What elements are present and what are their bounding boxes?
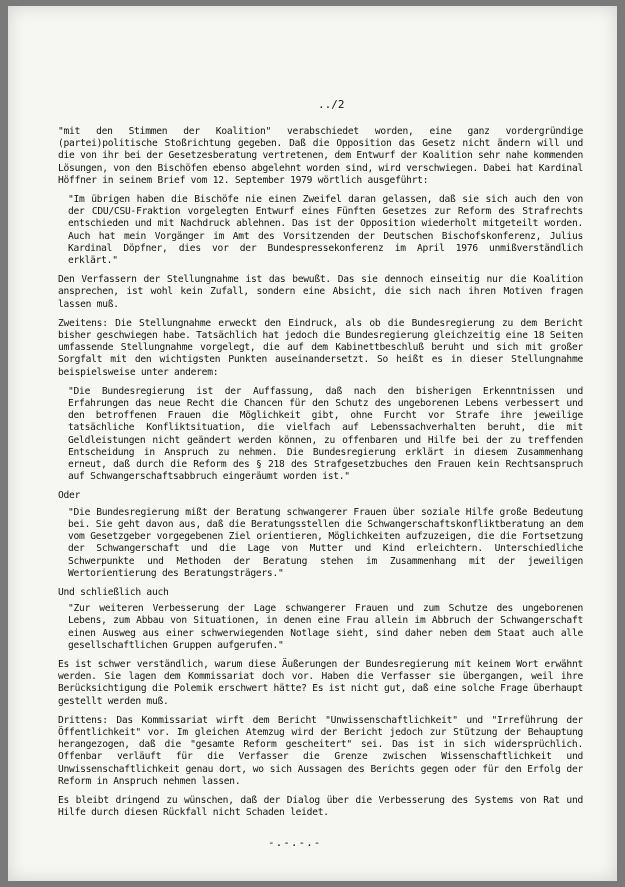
- quote-government-2: "Die Bundesregierung mißt der Beratung schwangerer Frauen über soziale Hilfe große Bedeutung bei. Sie geht davon aus, daß die Beratungsstellen die Schwangerschaftskonfliktberatung an dem vom Gesetzgeber vorgegebenen Ziel orientieren, Möglichkeiten aufzuzeigen, die die Fortsetzung der Schwangerschaft und die Lage von Mutter und Kind erleichtern. Unterschiedliche Schwerpunkte und Methoden der Beratung stehen im Zusammenhang mit der jeweiligen Wertorientierung des Beratungsträgers.": [68, 506, 583, 579]
- paragraph-secondly: Zweitens: Die Stellungnahme erweckt den Eindruck, als ob die Bundesregierung zu dem Bericht bisher geschwiegen habe. Tatsächlich hat jedoch die Bundesregierung gleichzeitig eine 18 Seiten umfassende Stellungnahme vorgelegt, die auf dem Kabinettbeschluß beruht und sich mit großer Sorgfalt mit den wichtigsten Punkten auseinandersetzt. So heißt es in dieser Stellungnahme beispielsweise unter anderem:: [58, 317, 583, 378]
- document-body: [58, 126, 583, 826]
- quote-government-3: "Zur weiteren Verbesserung der Lage schwangerer Frauen und zum Schutze des ungeborenen Lebens, zum Abbau von Situationen, in denen eine Frau allein im Abbruch der Schwangerschaft einen Ausweg aus einer schwerwiegenden Notlage sieht, sind daher neben dem Staat auch alle gesellschaftlichen Gruppen aufgerufen.": [68, 603, 583, 651]
- paragraph-thirdly: Drittens: Das Kommissariat wirft dem Bericht "Unwissenschaftlichkeit" und "Irreführung der Öffentlichkeit" vor. Im gleichen Atemzug wird der Bericht jedoch zur Stützung der Behauptung herangezogen, daß die "gesamte Reform gescheitert" sei. Das ist in sich widersprüchlich. Offenbar verläuft für die Verfasser die Grenze zwischen Wissenschaftlichkeit und Unwissenschaftlichkeit genau dort, wo sich Aussagen des Berichts gegen oder für den Erfolg der Reform in Anspruch nehmen lassen.: [58, 714, 583, 787]
- paragraph-authors: Den Verfassern der Stellungnahme ist das bewußt. Das sie dennoch einseitig nur die Koalition ansprechen, ist wohl kein Zufall, sondern eine Absicht, die sich nach ihren Motiven fragen lassen muß.: [58, 274, 583, 310]
- footer-mark: -.-.-.-: [268, 836, 322, 849]
- document-page: [8, 6, 617, 881]
- paragraph-intro: "mit den Stimmen der Koalition" verabschiedet worden, eine ganz vordergründige (partei)politische Stoßrichtung gegeben. Daß die Opposition das Gesetz nicht ändern will und die von ihr bei der Gesetzesberatung vertretenen, dem Entwurf der Koalition sehr nahe kommenden Lösungen, von den Bischöfen ebenso abgelehnt worden sind, wird verschwiegen. Dabei hat Kardinal Höffner in seinem Brief vom 12. September 1979 wörtlich ausgeführt:: [58, 126, 583, 186]
- paragraph-closing: Es bleibt dringend zu wünschen, daß der Dialog über die Verbesserung des Systems von Rat und Hilfe durch diesen Rückfall nicht Schaden leidet.: [58, 794, 583, 819]
- quote-hoeffner: "Im übrigen haben die Bischöfe nie einen Zweifel daran gelassen, daß sie sich auch den von der CDU/CSU-Fraktion vorgelegten Entwurf eines Fünften Gesetzes zur Reform des Strafrechts entschieden und mit Nachdruck ablehnen. Das ist der Opposition wiederholt mitgeteilt worden. Auch hat mein Vorgänger im Amt des Vorsitzenden der Deutschen Bischofskonferenz, Julius Kardinal Döpfner, dies vor der Bundespressekonferenz im April 1976 unmißverständlich erklärt.": [68, 194, 583, 267]
- paragraph-question: Es ist schwer verständlich, warum diese Äußerungen der Bundesregierung mit keinem Wort erwähnt werden. Sie lagen dem Kommissariat doch vor. Haben die Verfasser sie übergangen, weil ihre Berücksichtigung die Polemik erschwert hätte? Es ist nicht gut, daß eine solche Frage überhaupt gestellt werden muß.: [58, 658, 583, 707]
- page-number: ../2: [318, 98, 345, 111]
- label-finally: Und schließlich auch: [58, 586, 169, 598]
- label-oder: Oder: [58, 490, 81, 502]
- quote-government-1: "Die Bundesregierung ist der Auffassung, daß nach den bisherigen Erkenntnissen und Erfahrungen das neue Recht die Chancen für den Schutz des ungeborenen Lebens verbessert und den betroffenen Frauen die Möglichkeit gibt, ohne Furcht vor Strafe ihre jeweilige tatsächliche Konfliktsituation, die vielfach auf Lebenssachverhalten beruht, die mit Geldleistungen nicht geändert werden können, zu offenbaren und Hilfe bei der zu treffenden Entscheidung in Anspruch zu nehmen. Die Bundesregierung erklärt in diesem Zusammenhang erneut, daß durch die Reform des § 218 des Strafgesetzbuches den Frauen kein Rechtsanspruch auf Schwangerschaftsabbruch eingeräumt worden ist.": [68, 385, 583, 483]
